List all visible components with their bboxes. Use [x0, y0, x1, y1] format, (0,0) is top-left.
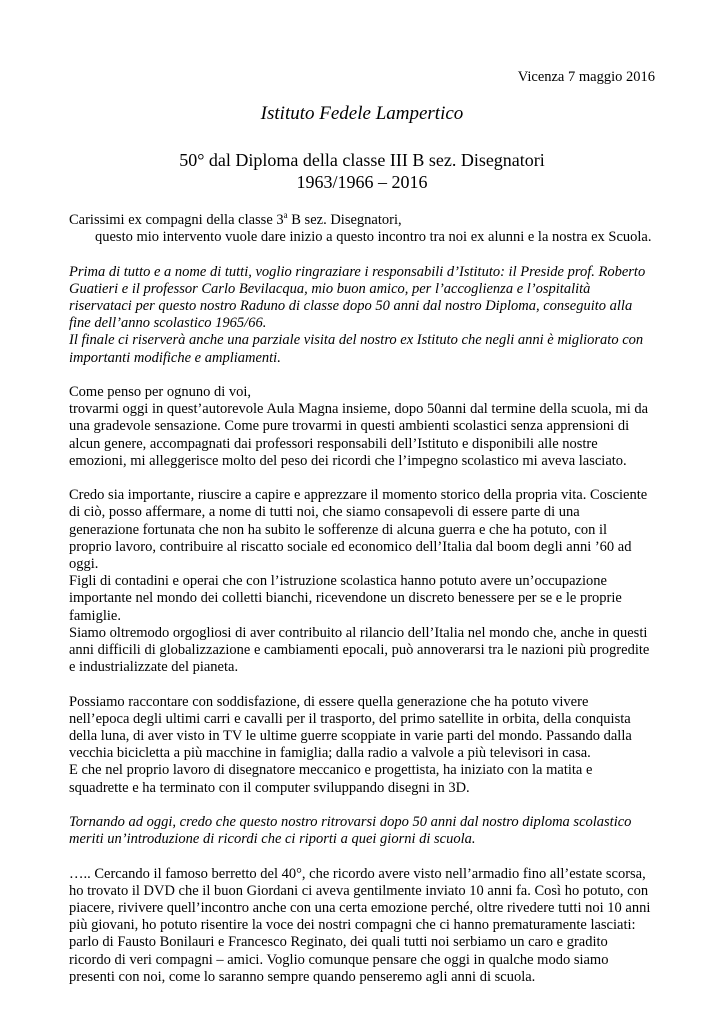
paragraph-line: e industrializzate del pianeta. — [69, 659, 239, 676]
paragraph-line: meriti un’introduzione di ricordi che ci riporti a quei giorni di scuola. — [69, 831, 476, 848]
paragraph-line: trovarmi oggi in quest’autorevole Aula Magna insieme, dopo 50anni dal termine della scuola, mi da — [69, 401, 649, 418]
paragraph-line: Tornando ad oggi, credo che questo nostro ritrovarsi dopo 50 anni dal nostro diploma scolastico — [69, 814, 632, 831]
paragraph-line: emozioni, mi alleggerisce molto del peso dei ricordi che l’impegno scolastico mi aveva lasciato. — [69, 452, 627, 469]
letter-body — [69, 212, 660, 1003]
paragraph-line: oggi. — [69, 556, 99, 573]
generation-paragraph — [69, 694, 660, 797]
today-paragraph — [69, 814, 660, 848]
title-line-1: 50° dal Diploma della classe III B sez. Disegnatori — [179, 150, 545, 170]
paragraph-line: della luna, di aver visto in TV le ultime guerre scoppiate in varie parti del mondo. Passando dalla — [69, 728, 632, 745]
paragraph-line: ….. Cercando il famoso berretto del 40°, che ricordo avere visto nell’armadio fino all’estate scorsa, — [69, 865, 646, 882]
paragraph-line: Guatieri e il professor Carlo Bevilacqua, mio buon amico, per l’accoglienza e l’ospitalità — [69, 280, 591, 297]
paragraph-line: proprio lavoro, contribuire al riscatto sociale ed economico dell’Italia dal boom degli anni ’60 ad — [69, 538, 632, 555]
paragraph-line: famiglie. — [69, 607, 121, 624]
paragraph-line: presenti con noi, come lo saranno sempre quando penseremo agli anni di scuola. — [69, 968, 536, 985]
paragraph-line: piacere, rivivere quell’incontro anche con una certa emozione perché, oltre rivedere tutti noi 10 anni — [69, 900, 651, 917]
letter-date: Vicenza 7 maggio 2016 — [517, 69, 655, 85]
institute-name: Istituto Fedele Lampertico — [260, 103, 464, 124]
paragraph-line: Figli di contadini e operai che con l’istruzione scolastica hanno potuto avere un’occupazione — [69, 573, 607, 590]
paragraph-line: ho trovato il DVD che il buon Giordani ci aveva gentilmente inviato 10 anni fa. Così ho potuto, con — [69, 882, 649, 899]
greeting-paragraph — [69, 212, 660, 246]
paragraph-line: una gradevole sensazione. Come pure trovarmi in questi ambienti scolastici senza apprensioni di — [69, 418, 630, 435]
paragraph-line: ricordo di veri compagni – amici. Voglio comunque pensare che oggi in qualche modo siamo — [69, 951, 609, 968]
feelings-paragraph — [69, 384, 660, 470]
paragraph-line: anni difficili di globalizzazione e cambiamenti epocali, può annoverarsi tra le nazioni più progredite — [69, 642, 650, 659]
greeting-line-2: questo mio intervento vuole dare inizio a questo incontro tra noi ex alunni e la nostra ex Scuola. — [95, 229, 652, 246]
paragraph-line: generazione fortunata che non ha subito le sofferenze di alcuna guerra e che ha potuto, con il — [69, 521, 608, 538]
paragraph-line: squadrette e ha terminato con il computer sviluppando disegni in 3D. — [69, 779, 470, 796]
paragraph-line: più giovani, ho potuto risentire la voce dei nostri compagni che ci hanno prematuramente lasciati: — [69, 917, 636, 934]
paragraph-line: importante nel mondo dei colletti bianchi, ricevendone un discreto benessere per se e le proprie — [69, 590, 622, 607]
paragraph-line: importanti modifiche e ampliamenti. — [69, 349, 281, 366]
paragraph-line: Il finale ci riserverà anche una parziale visita del nostro ex Istituto che negli anni è migliorato con — [69, 332, 644, 349]
history-paragraph — [69, 487, 660, 676]
paragraph-line: Possiamo raccontare con soddisfazione, di essere quella generazione che ha potuto vivere — [69, 693, 589, 710]
thanks-paragraph — [69, 264, 660, 367]
paragraph-line: alcun genere, accompagnati dai professori responsabili dell’Istituto e disponibili alle nostre — [69, 435, 598, 452]
memories-paragraph — [69, 866, 660, 986]
paragraph-line: riservataci per questo nostro Raduno di classe dopo 50 anni dal nostro Diploma, conseguito alla — [69, 298, 633, 314]
paragraph-line: Come penso per ognuno di voi, — [69, 384, 252, 400]
greeting-line-1: Carissimi ex compagni della classe 3$^a$ B sez. Disegnatori, — [69, 210, 402, 228]
paragraph-line: di ciò, posso affermare, a nome di tutti noi, che siamo consapevoli di essere parte di una — [69, 504, 580, 521]
document-title — [0, 149, 724, 193]
paragraph-line: fine dell’anno scolastico 1965/66. — [69, 315, 267, 332]
paragraph-line: Siamo oltremodo orgogliosi di aver contribuito al rilancio dell’Italia nel mondo che, anche in questi — [69, 624, 648, 641]
paragraph-line: nell’epoca degli ultimi carri e cavalli per il trasporto, del primo satellite in orbita, della conquista — [69, 710, 631, 727]
ordinal-superscript: a — [283, 210, 288, 221]
paragraph-line: parlo di Fausto Bonilauri e Francesco Reginato, dei quali tutti noi serbiamo un caro e gradito — [69, 934, 608, 951]
paragraph-line: vecchia bicicletta a più macchine in famiglia; dalla radio a valvole a più televisori in casa. — [69, 745, 591, 762]
title-line-2: 1963/1966 – 2016 — [296, 172, 428, 192]
paragraph-line: Prima di tutto e a nome di tutti, voglio ringraziare i responsabili d’Istituto: il Preside prof. Roberto — [69, 263, 646, 280]
paragraph-line: E che nel proprio lavoro di disegnatore meccanico e progettista, ha iniziato con la matita e — [69, 762, 593, 779]
paragraph-line: Credo sia importante, riuscire a capire e apprezzare il momento storico della propria vita. Cosciente — [69, 487, 648, 504]
